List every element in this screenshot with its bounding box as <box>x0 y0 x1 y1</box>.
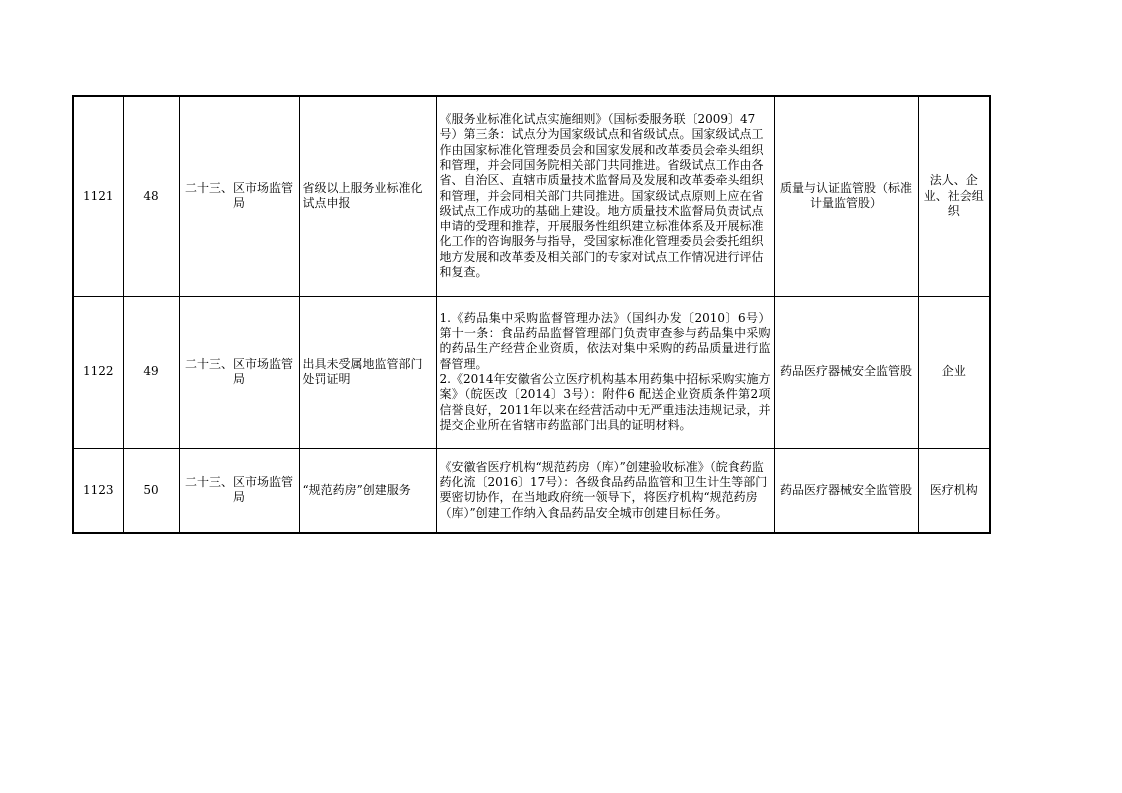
seq-cell: 1121 <box>73 96 123 296</box>
sub-seq-cell: 50 <box>123 448 179 533</box>
seq-cell: 1122 <box>73 296 123 448</box>
item-name-cell: 出具未受属地监管部门处罚证明 <box>299 296 436 448</box>
sub-seq-cell: 49 <box>123 296 179 448</box>
basis-line: 1.《药品集中采购监督管理办法》（国纠办发〔2010〕6号）第十一条：食品药品监督管理部门负责审查参与药品集中采购的药品生产经营企业资质，依法对集中采购的药品质量进行监督管理。 <box>439 310 771 371</box>
table-row <box>73 448 990 533</box>
unit-cell: 药品医疗器械安全监管股 <box>774 296 918 448</box>
department-cell: 二十三、区市场监管局 <box>179 448 299 533</box>
item-name-cell: “规范药房”创建服务 <box>299 448 436 533</box>
basis-cell: 《服务业标准化试点实施细则》（国标委服务联〔2009〕47号）第三条：试点分为国家级试点和省级试点。国家级试点工作由国家标准化管理委员会和国家发展和改革委员会牵头组织和管理，并会同国务院相关部门共同推进。省级试点工作由各省、自治区、直辖市质量技术监督局及发展和改革委牵头组织和管理，并会同相关部门共同推进。国家级试点原则上应在省级试点工作成功的基础上建设。地方质量技术监督局负责试点申请的受理和推荐，开展服务性组织建立标准体系及开展标准化工作的咨询服务与指导，受国家标准化管理委员会委托组织地方发展和改革委及相关部门的专家对试点工作情况进行评估和复查。 <box>436 96 774 296</box>
department-cell: 二十三、区市场监管局 <box>179 96 299 296</box>
sub-seq-cell: 48 <box>123 96 179 296</box>
basis-cell <box>436 296 774 448</box>
target-cell: 法人、企业、社会组织 <box>918 96 990 296</box>
unit-cell: 药品医疗器械安全监管股 <box>774 448 918 533</box>
basis-line: 2.《2014年安徽省公立医疗机构基本用药集中招标采购实施方案》（皖医改〔2014〕3号）：附件6 配送企业资质条件第2项 信誉良好，2011年以来在经营活动中无严重违法违规记录，并提交企业所在省辖市药监部门出具的证明材料。 <box>439 372 771 432</box>
table-row <box>73 296 990 448</box>
unit-cell: 质量与认证监管股（标准计量监管股） <box>774 96 918 296</box>
table-row <box>73 96 990 296</box>
target-cell: 医疗机构 <box>918 448 990 533</box>
seq-cell: 1123 <box>73 448 123 533</box>
services-table <box>72 95 991 534</box>
item-name-cell: 省级以上服务业标准化试点申报 <box>299 96 436 296</box>
department-cell: 二十三、区市场监管局 <box>179 296 299 448</box>
target-cell: 企业 <box>918 296 990 448</box>
basis-cell: 《安徽省医疗机构“规范药房（库）”创建验收标准》（皖食药监药化流〔2016〕17号）：各级食品药品监管和卫生计生等部门要密切协作，在当地政府统一领导下，将医疗机构“规范药房（库）”创建工作纳入食品药品安全城市创建目标任务。 <box>436 448 774 533</box>
